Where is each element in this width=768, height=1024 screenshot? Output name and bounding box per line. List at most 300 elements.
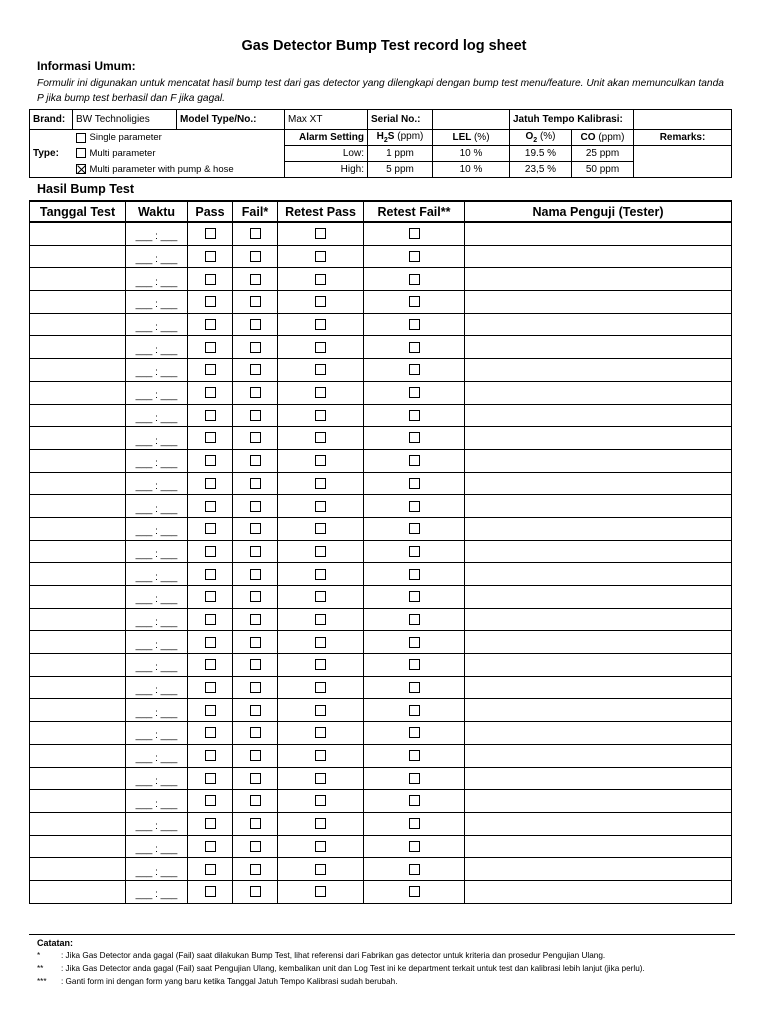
pass-checkbox[interactable] [205, 614, 216, 625]
time-cell[interactable] [126, 722, 188, 745]
date-cell[interactable] [30, 790, 126, 813]
retest-pass-checkbox-cell [278, 495, 364, 518]
fail-checkbox-cell [233, 744, 278, 767]
date-cell[interactable] [30, 880, 126, 903]
high-co[interactable]: 50 ppm [572, 162, 634, 178]
time-placeholder: ___ : ___ [135, 843, 178, 855]
time-placeholder: ___ : ___ [135, 322, 178, 334]
retest-fail-checkbox[interactable] [409, 659, 420, 670]
time-placeholder: ___ : ___ [135, 367, 178, 379]
retest-pass-checkbox[interactable] [315, 364, 326, 375]
retest-fail-checkbox[interactable] [409, 274, 420, 285]
date-cell[interactable] [30, 631, 126, 654]
tester-cell[interactable] [465, 812, 732, 835]
pass-checkbox-cell [188, 767, 233, 790]
tester-cell[interactable] [465, 586, 732, 609]
tester-cell[interactable] [465, 517, 732, 540]
date-cell[interactable] [30, 495, 126, 518]
time-cell[interactable] [126, 313, 188, 336]
pass-checkbox-cell [188, 381, 233, 404]
date-cell[interactable] [30, 767, 126, 790]
tester-cell[interactable] [465, 359, 732, 382]
tester-cell[interactable] [465, 245, 732, 268]
fail-checkbox[interactable] [250, 818, 261, 829]
retest-pass-checkbox-cell [278, 291, 364, 314]
fail-checkbox[interactable] [250, 228, 261, 239]
time-cell[interactable] [126, 631, 188, 654]
tester-cell[interactable] [465, 427, 732, 450]
time-placeholder: ___ : ___ [135, 821, 178, 833]
pass-checkbox[interactable] [205, 455, 216, 466]
date-cell[interactable] [30, 835, 126, 858]
date-cell[interactable] [30, 563, 126, 586]
brand-label: Brand: [30, 110, 73, 130]
pass-checkbox-cell [188, 586, 233, 609]
tester-cell[interactable] [465, 291, 732, 314]
retest-fail-checkbox[interactable] [409, 523, 420, 534]
fail-checkbox[interactable] [250, 795, 261, 806]
table-row [30, 744, 732, 767]
fail-checkbox[interactable] [250, 591, 261, 602]
retest-pass-checkbox[interactable] [315, 228, 326, 239]
retest-fail-checkbox[interactable] [409, 455, 420, 466]
table-row [30, 381, 732, 404]
retest-fail-checkbox[interactable] [409, 364, 420, 375]
retest-pass-checkbox[interactable] [315, 296, 326, 307]
retest-fail-checkbox[interactable] [409, 251, 420, 262]
time-cell[interactable] [126, 835, 188, 858]
time-cell[interactable] [126, 880, 188, 903]
retest-fail-checkbox[interactable] [409, 864, 420, 875]
time-cell[interactable] [126, 381, 188, 404]
fail-checkbox[interactable] [250, 455, 261, 466]
pass-checkbox[interactable] [205, 841, 216, 852]
date-cell[interactable] [30, 291, 126, 314]
tester-cell[interactable] [465, 699, 732, 722]
retest-fail-checkbox[interactable] [409, 795, 420, 806]
retest-pass-checkbox-cell [278, 790, 364, 813]
tester-cell[interactable] [465, 449, 732, 472]
time-cell[interactable] [126, 291, 188, 314]
retest-pass-checkbox-cell [278, 427, 364, 450]
retest-pass-checkbox-cell [278, 563, 364, 586]
tester-cell[interactable] [465, 268, 732, 291]
fail-checkbox[interactable] [250, 478, 261, 489]
time-placeholder: ___ : ___ [135, 412, 178, 424]
pass-checkbox[interactable] [205, 501, 216, 512]
retest-pass-checkbox[interactable] [315, 682, 326, 693]
retest-pass-checkbox-cell [278, 586, 364, 609]
retest-pass-checkbox[interactable] [315, 319, 326, 330]
pass-checkbox[interactable] [205, 886, 216, 897]
table-row [30, 472, 732, 495]
date-cell[interactable] [30, 472, 126, 495]
retest-pass-checkbox[interactable] [315, 795, 326, 806]
retest-fail-checkbox[interactable] [409, 342, 420, 353]
time-cell[interactable] [126, 245, 188, 268]
retest-fail-checkbox[interactable] [409, 478, 420, 489]
pass-checkbox[interactable] [205, 410, 216, 421]
remarks-label: Remarks: [634, 130, 732, 146]
high-lel[interactable]: 10 % [433, 162, 510, 178]
fail-checkbox[interactable] [250, 342, 261, 353]
time-cell[interactable] [126, 336, 188, 359]
tester-cell[interactable] [465, 654, 732, 677]
time-cell[interactable] [126, 767, 188, 790]
fail-checkbox[interactable] [250, 274, 261, 285]
date-cell[interactable] [30, 517, 126, 540]
pass-checkbox[interactable] [205, 342, 216, 353]
time-cell[interactable] [126, 495, 188, 518]
info-description: Formulir ini digunakan untuk mencatat hasil bump test dari gas detector yang dilengkapi dengan bump test menu/feature. Unit akan memunculkan tanda P jika bump test berhasil dan F jika gagal. [37, 78, 724, 104]
tester-cell[interactable] [465, 880, 732, 903]
tester-cell[interactable] [465, 676, 732, 699]
fail-checkbox[interactable] [250, 637, 261, 648]
pass-checkbox[interactable] [205, 818, 216, 829]
date-cell[interactable] [30, 313, 126, 336]
retest-fail-checkbox[interactable] [409, 591, 420, 602]
fail-checkbox[interactable] [250, 569, 261, 580]
tester-cell[interactable] [465, 563, 732, 586]
table-row [30, 313, 732, 336]
tester-cell[interactable] [465, 858, 732, 881]
pass-checkbox[interactable] [205, 387, 216, 398]
fail-checkbox[interactable] [250, 705, 261, 716]
retest-fail-checkbox[interactable] [409, 727, 420, 738]
model-value[interactable]: Max XT [285, 110, 368, 130]
retest-pass-checkbox[interactable] [315, 455, 326, 466]
tester-cell[interactable] [465, 722, 732, 745]
fail-checkbox[interactable] [250, 773, 261, 784]
retest-pass-checkbox[interactable] [315, 274, 326, 285]
date-cell[interactable] [30, 699, 126, 722]
date-cell[interactable] [30, 744, 126, 767]
retest-pass-checkbox[interactable] [315, 886, 326, 897]
date-cell[interactable] [30, 676, 126, 699]
pass-checkbox[interactable] [205, 864, 216, 875]
pass-checkbox-cell [188, 835, 233, 858]
retest-fail-checkbox-cell [364, 835, 465, 858]
pass-checkbox[interactable] [205, 773, 216, 784]
time-cell[interactable] [126, 586, 188, 609]
serial-value[interactable] [433, 110, 510, 130]
retest-fail-checkbox[interactable] [409, 886, 420, 897]
fail-checkbox[interactable] [250, 319, 261, 330]
retest-pass-checkbox[interactable] [315, 569, 326, 580]
brand-value[interactable]: BW Technoligies [73, 110, 177, 130]
retest-fail-checkbox[interactable] [409, 296, 420, 307]
time-cell[interactable] [126, 608, 188, 631]
pass-checkbox-cell [188, 654, 233, 677]
pass-checkbox[interactable] [205, 274, 216, 285]
time-placeholder: ___ : ___ [135, 775, 178, 787]
pass-checkbox[interactable] [205, 727, 216, 738]
low-label: Low: [285, 146, 368, 162]
fail-checkbox-cell [233, 722, 278, 745]
high-o2[interactable]: 23,5 % [510, 162, 572, 178]
time-placeholder: ___ : ___ [135, 707, 178, 719]
checkbox-checked-icon[interactable] [76, 164, 86, 174]
fail-checkbox[interactable] [250, 614, 261, 625]
retest-pass-checkbox-cell [278, 222, 364, 245]
fail-checkbox[interactable] [250, 387, 261, 398]
retest-pass-checkbox[interactable] [315, 705, 326, 716]
pass-checkbox-cell [188, 790, 233, 813]
retest-pass-checkbox[interactable] [315, 637, 326, 648]
retest-pass-checkbox[interactable] [315, 614, 326, 625]
retest-fail-checkbox[interactable] [409, 410, 420, 421]
fail-checkbox-cell [233, 268, 278, 291]
table-row [30, 880, 732, 903]
pass-checkbox[interactable] [205, 478, 216, 489]
tester-cell[interactable] [465, 835, 732, 858]
fail-checkbox-cell [233, 654, 278, 677]
date-cell[interactable] [30, 540, 126, 563]
retest-pass-checkbox[interactable] [315, 773, 326, 784]
fail-checkbox-cell [233, 495, 278, 518]
date-cell[interactable] [30, 245, 126, 268]
tester-cell[interactable] [465, 336, 732, 359]
tester-cell[interactable] [465, 495, 732, 518]
retest-fail-checkbox[interactable] [409, 750, 420, 761]
retest-fail-checkbox[interactable] [409, 637, 420, 648]
date-cell[interactable] [30, 222, 126, 245]
retest-fail-checkbox-cell [364, 722, 465, 745]
time-cell[interactable] [126, 744, 188, 767]
time-placeholder: ___ : ___ [135, 526, 178, 538]
retest-pass-checkbox[interactable] [315, 659, 326, 670]
remarks-value[interactable] [634, 146, 732, 178]
time-cell[interactable] [126, 404, 188, 427]
pass-checkbox[interactable] [205, 637, 216, 648]
fail-checkbox[interactable] [250, 432, 261, 443]
pass-checkbox[interactable] [205, 364, 216, 375]
lel-header: LEL (%) [433, 130, 510, 146]
fail-checkbox[interactable] [250, 364, 261, 375]
tester-cell[interactable] [465, 608, 732, 631]
fail-checkbox-cell [233, 699, 278, 722]
bump-test-table [29, 200, 732, 904]
retest-fail-checkbox[interactable] [409, 818, 420, 829]
low-o2[interactable]: 19.5 % [510, 146, 572, 162]
date-cell[interactable] [30, 654, 126, 677]
table-row [30, 586, 732, 609]
time-cell[interactable] [126, 472, 188, 495]
pass-checkbox[interactable] [205, 569, 216, 580]
date-cell[interactable] [30, 336, 126, 359]
low-co[interactable]: 25 ppm [572, 146, 634, 162]
fail-checkbox[interactable] [250, 864, 261, 875]
retest-pass-checkbox[interactable] [315, 410, 326, 421]
tester-cell[interactable] [465, 404, 732, 427]
pass-checkbox-cell [188, 631, 233, 654]
retest-fail-checkbox-cell [364, 858, 465, 881]
fail-checkbox[interactable] [250, 546, 261, 557]
col-header-pass: Pass [188, 201, 233, 222]
date-cell[interactable] [30, 268, 126, 291]
time-cell[interactable] [126, 222, 188, 245]
retest-pass-checkbox[interactable] [315, 478, 326, 489]
tester-cell[interactable] [465, 790, 732, 813]
retest-pass-checkbox[interactable] [315, 750, 326, 761]
date-cell[interactable] [30, 722, 126, 745]
fail-checkbox[interactable] [250, 296, 261, 307]
table-row [30, 359, 732, 382]
tester-cell[interactable] [465, 313, 732, 336]
retest-fail-checkbox[interactable] [409, 319, 420, 330]
high-h2s[interactable]: 5 ppm [368, 162, 433, 178]
tester-cell[interactable] [465, 540, 732, 563]
retest-fail-checkbox[interactable] [409, 387, 420, 398]
retest-pass-checkbox[interactable] [315, 591, 326, 602]
table-row [30, 654, 732, 677]
retest-pass-checkbox[interactable] [315, 432, 326, 443]
fail-checkbox-cell [233, 222, 278, 245]
retest-fail-checkbox-cell [364, 472, 465, 495]
time-cell[interactable] [126, 812, 188, 835]
pass-checkbox-cell [188, 313, 233, 336]
fail-checkbox-cell [233, 631, 278, 654]
retest-pass-checkbox[interactable] [315, 546, 326, 557]
table-row [30, 699, 732, 722]
retest-fail-checkbox-cell [364, 631, 465, 654]
time-cell[interactable] [126, 563, 188, 586]
date-cell[interactable] [30, 608, 126, 631]
time-cell[interactable] [126, 699, 188, 722]
pass-checkbox[interactable] [205, 682, 216, 693]
checkbox-icon[interactable] [76, 133, 86, 143]
retest-pass-checkbox[interactable] [315, 841, 326, 852]
date-cell[interactable] [30, 359, 126, 382]
time-cell[interactable] [126, 858, 188, 881]
time-cell[interactable] [126, 540, 188, 563]
tester-cell[interactable] [465, 631, 732, 654]
low-h2s[interactable]: 1 ppm [368, 146, 433, 162]
retest-pass-checkbox-cell [278, 540, 364, 563]
retest-fail-checkbox[interactable] [409, 432, 420, 443]
retest-pass-checkbox-cell [278, 722, 364, 745]
pass-checkbox[interactable] [205, 659, 216, 670]
time-cell[interactable] [126, 449, 188, 472]
pass-checkbox[interactable] [205, 251, 216, 262]
pass-checkbox[interactable] [205, 296, 216, 307]
type-option-multi[interactable]: Multi parameter [73, 146, 285, 162]
time-cell[interactable] [126, 359, 188, 382]
time-cell[interactable] [126, 268, 188, 291]
retest-fail-checkbox[interactable] [409, 841, 420, 852]
checkbox-icon[interactable] [76, 148, 86, 158]
type-option-single[interactable]: Single parameter [73, 130, 285, 146]
pass-checkbox[interactable] [205, 228, 216, 239]
retest-pass-checkbox[interactable] [315, 727, 326, 738]
fail-checkbox[interactable] [250, 659, 261, 670]
retest-fail-checkbox[interactable] [409, 569, 420, 580]
date-cell[interactable] [30, 381, 126, 404]
fail-checkbox[interactable] [250, 682, 261, 693]
pass-checkbox[interactable] [205, 795, 216, 806]
fail-checkbox[interactable] [250, 501, 261, 512]
fail-checkbox-cell [233, 336, 278, 359]
time-cell[interactable] [126, 517, 188, 540]
retest-fail-checkbox[interactable] [409, 682, 420, 693]
retest-pass-checkbox[interactable] [315, 342, 326, 353]
time-cell[interactable] [126, 790, 188, 813]
date-cell[interactable] [30, 449, 126, 472]
info-heading: Informasi Umum: [37, 59, 136, 73]
pass-checkbox[interactable] [205, 432, 216, 443]
retest-pass-checkbox[interactable] [315, 523, 326, 534]
date-cell[interactable] [30, 812, 126, 835]
time-placeholder: ___ : ___ [135, 276, 178, 288]
pass-checkbox[interactable] [205, 750, 216, 761]
fail-checkbox[interactable] [250, 410, 261, 421]
retest-fail-checkbox[interactable] [409, 614, 420, 625]
pass-checkbox[interactable] [205, 319, 216, 330]
fail-checkbox-cell [233, 835, 278, 858]
retest-fail-checkbox[interactable] [409, 228, 420, 239]
date-cell[interactable] [30, 404, 126, 427]
retest-pass-checkbox[interactable] [315, 387, 326, 398]
time-placeholder: ___ : ___ [135, 299, 178, 311]
low-lel[interactable]: 10 % [433, 146, 510, 162]
retest-fail-checkbox[interactable] [409, 546, 420, 557]
tester-cell[interactable] [465, 222, 732, 245]
time-cell[interactable] [126, 427, 188, 450]
pass-checkbox[interactable] [205, 705, 216, 716]
fail-checkbox[interactable] [250, 523, 261, 534]
fail-checkbox[interactable] [250, 727, 261, 738]
pass-checkbox-cell [188, 449, 233, 472]
type-option-multi-pump[interactable]: Multi parameter with pump & hose [73, 162, 285, 178]
pass-checkbox[interactable] [205, 591, 216, 602]
serial-label: Serial No.: [368, 110, 433, 130]
fail-checkbox[interactable] [250, 841, 261, 852]
pass-checkbox-cell [188, 722, 233, 745]
time-placeholder: ___ : ___ [135, 617, 178, 629]
retest-pass-checkbox[interactable] [315, 818, 326, 829]
tester-cell[interactable] [465, 381, 732, 404]
retest-pass-checkbox[interactable] [315, 864, 326, 875]
tester-cell[interactable] [465, 767, 732, 790]
pass-checkbox[interactable] [205, 546, 216, 557]
time-placeholder: ___ : ___ [135, 231, 178, 243]
retest-fail-checkbox[interactable] [409, 773, 420, 784]
retest-fail-checkbox-cell [364, 359, 465, 382]
pass-checkbox-cell [188, 812, 233, 835]
time-cell[interactable] [126, 654, 188, 677]
date-cell[interactable] [30, 427, 126, 450]
time-cell[interactable] [126, 676, 188, 699]
pass-checkbox[interactable] [205, 523, 216, 534]
date-cell[interactable] [30, 586, 126, 609]
col-header-time: Waktu [126, 201, 188, 222]
retest-fail-checkbox[interactable] [409, 705, 420, 716]
tester-cell[interactable] [465, 744, 732, 767]
retest-fail-checkbox-cell [364, 790, 465, 813]
calibration-value[interactable] [634, 110, 732, 130]
table-row [30, 835, 732, 858]
pass-checkbox-cell [188, 404, 233, 427]
fail-checkbox[interactable] [250, 886, 261, 897]
fail-checkbox[interactable] [250, 750, 261, 761]
retest-fail-checkbox-cell [364, 608, 465, 631]
date-cell[interactable] [30, 858, 126, 881]
retest-pass-checkbox[interactable] [315, 501, 326, 512]
retest-pass-checkbox[interactable] [315, 251, 326, 262]
retest-fail-checkbox[interactable] [409, 501, 420, 512]
fail-checkbox[interactable] [250, 251, 261, 262]
tester-cell[interactable] [465, 472, 732, 495]
